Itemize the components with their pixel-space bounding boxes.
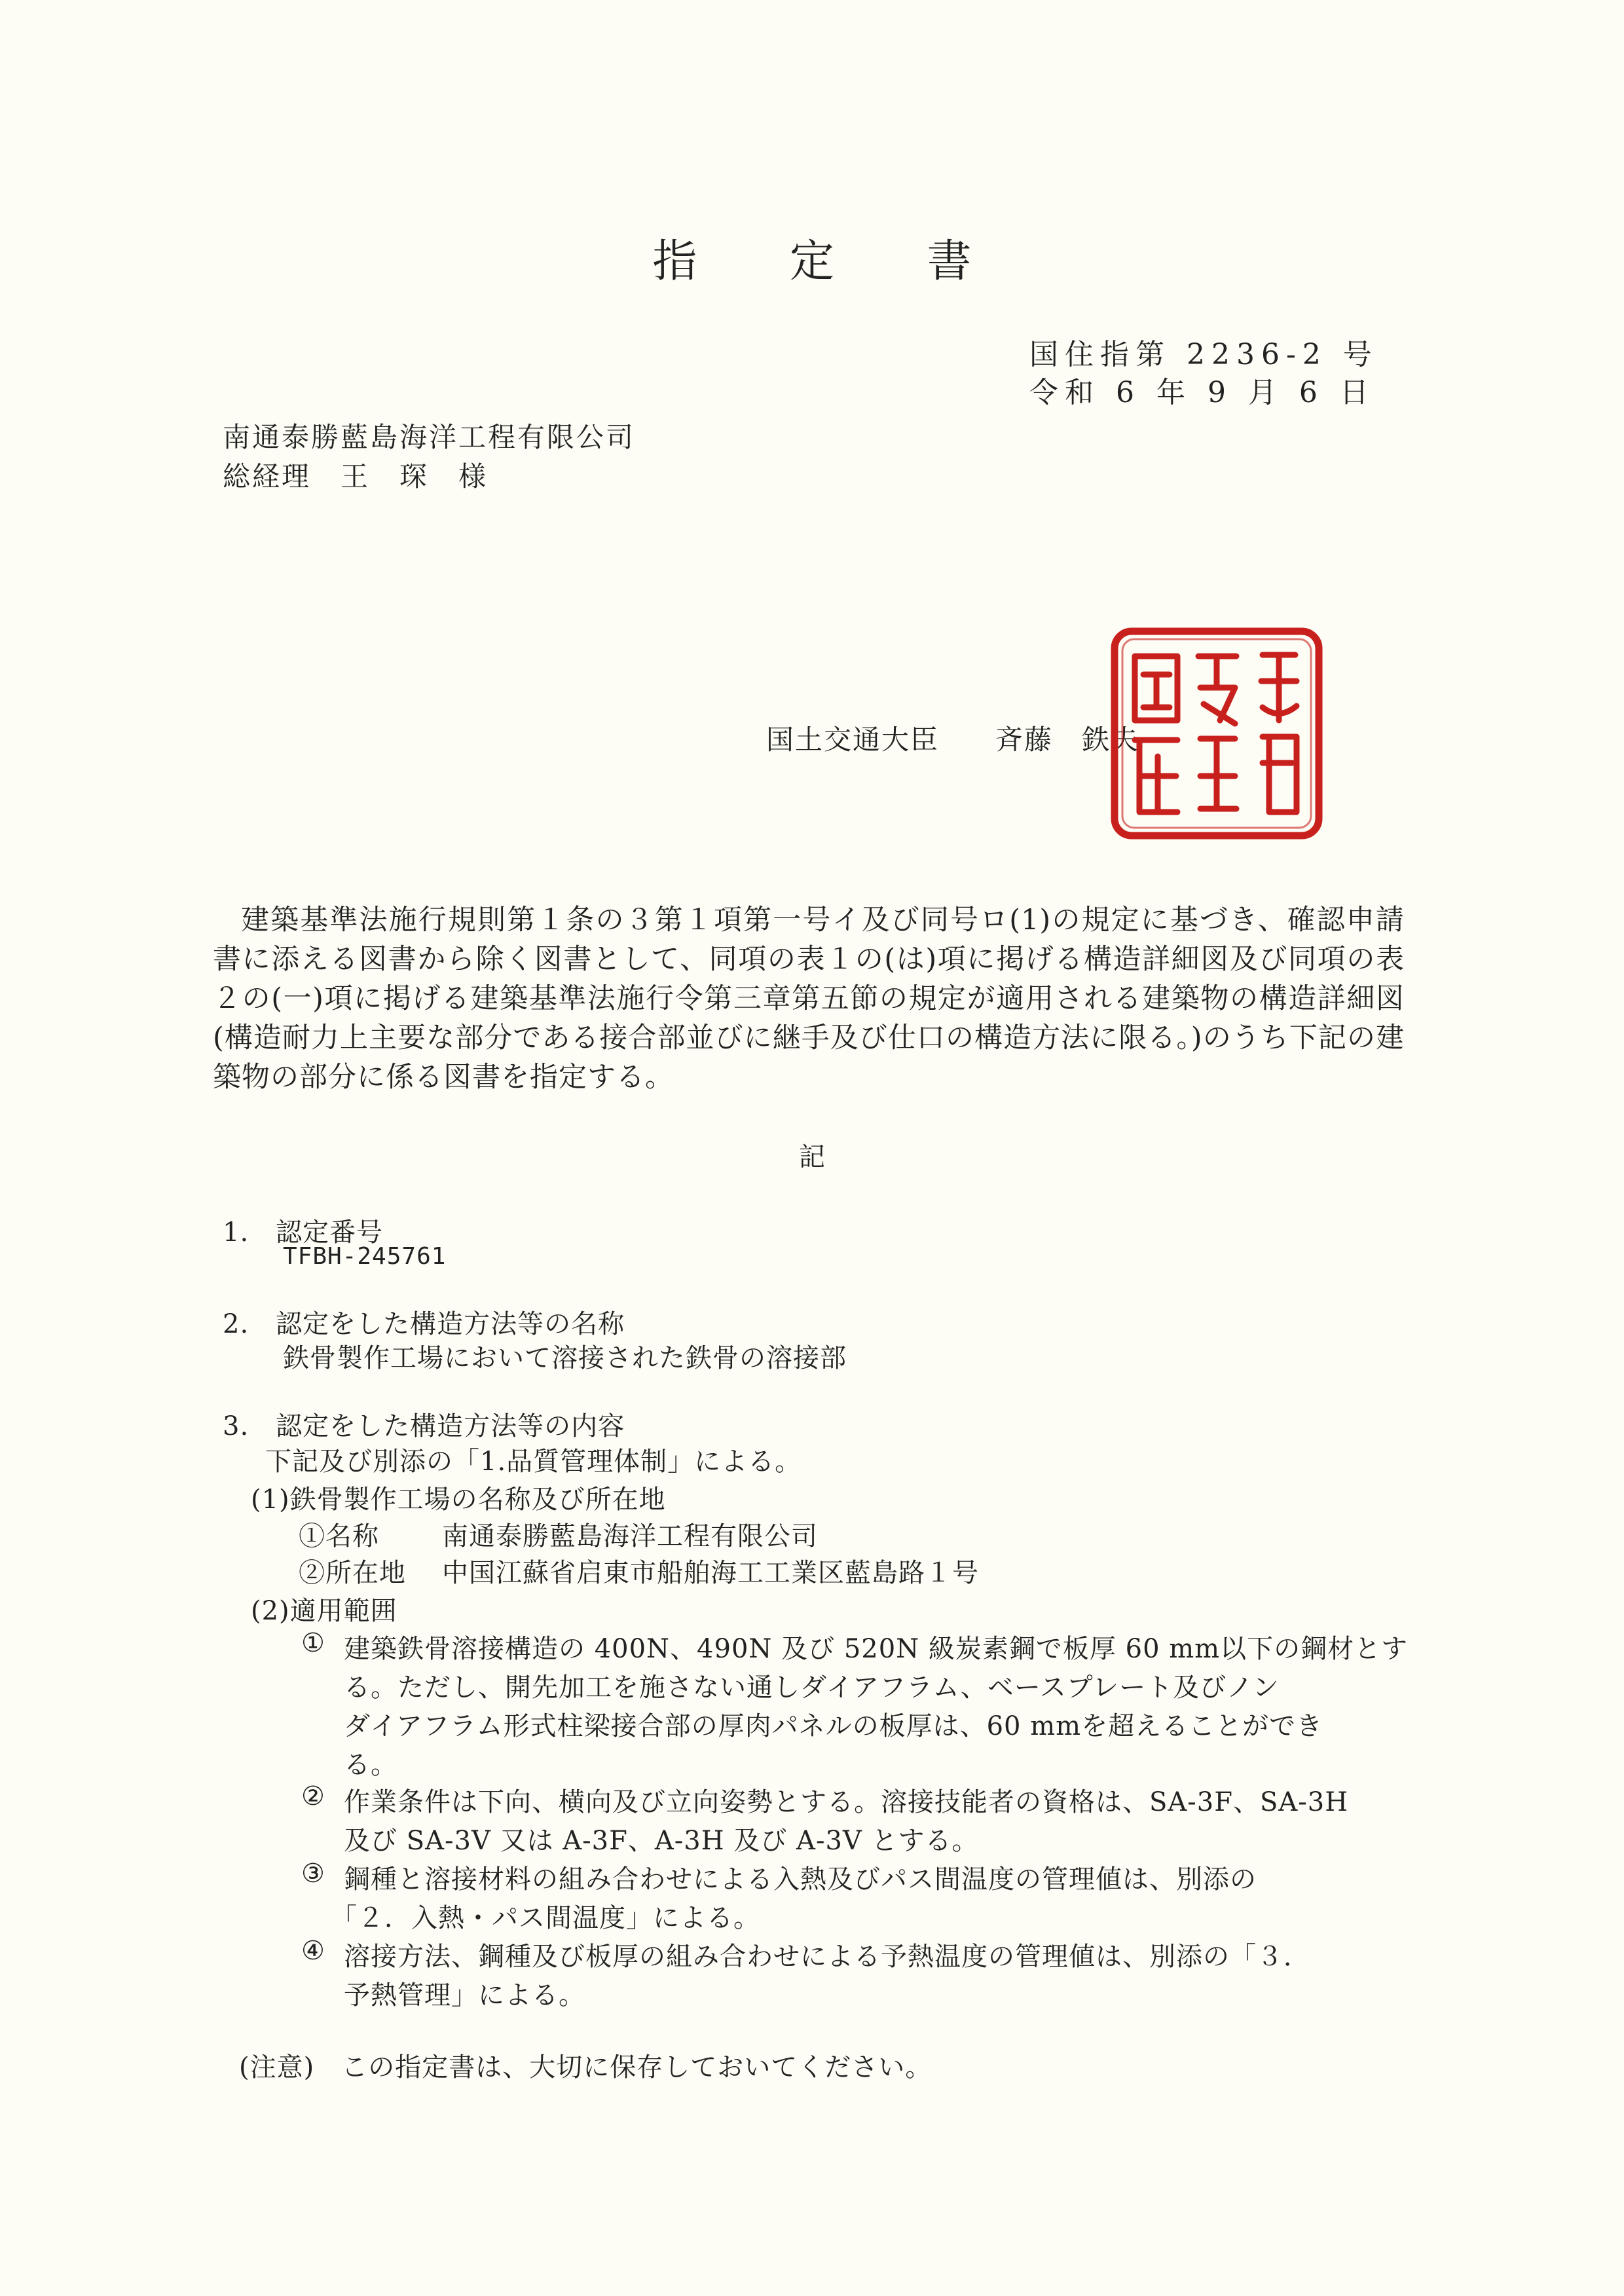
factory-location-value: 中国江蘇省启東市船舶海工工業区藍島路１号 xyxy=(442,1558,979,1588)
scope-4-line-2: 予熱管理」による。 xyxy=(344,1980,585,2010)
scope-4-mark: ④ xyxy=(301,1936,325,1966)
item-2-heading: 2. 認定をした構造方法等の名称 xyxy=(223,1309,625,1339)
item-1-heading: 1. 認定番号 xyxy=(223,1217,384,1248)
scope-2-line-2: 及び SA-3V 又は A-3F、A-3H 及び A-3V とする。 xyxy=(344,1826,979,1856)
document-title: 指 定 書 xyxy=(652,236,1011,287)
subsection-1-heading: (1)鉄骨製作工場の名称及び所在地 xyxy=(251,1485,666,1515)
item-3-value: 下記及び別添の「1.品質管理体制」による。 xyxy=(265,1447,802,1477)
scope-4-line-1: 溶接方法、鋼種及び板厚の組み合わせによる予熱温度の管理値は、別添の「３． xyxy=(344,1942,1310,1972)
scope-1-line-3: ダイアフラム形式柱梁接合部の厚肉パネルの板厚は、60 mmを超えることができ xyxy=(344,1711,1323,1741)
scope-2-line-1: 作業条件は下向、横向及び立向姿勢とする。溶接技能者の資格は、SA-3F、SA-3H xyxy=(344,1787,1349,1817)
scope-1-line-2: る。ただし、開先加工を施さない通しダイアフラム、ベースプレート及びノン xyxy=(344,1673,1280,1703)
scope-2-mark: ② xyxy=(301,1781,325,1811)
item-3-heading: 3. 認定をした構造方法等の内容 xyxy=(223,1411,625,1441)
subsection-2-heading: (2)適用範囲 xyxy=(251,1596,397,1626)
issuer-name: 斉藤 鉄夫 xyxy=(995,724,1140,756)
scope-3-line-2: 「２．入熱・パス間温度」による。 xyxy=(331,1903,760,1933)
notice-text: (注意) この指定書は、大切に保存しておいてください。 xyxy=(239,2052,932,2083)
body-text: 建築基準法施行規則第１条の３第１項第一号イ及び同号ロ(1)の規定に基づき、確認申請書に添える図書から除く図書として、同項の表１の(は)項に掲げる構造詳細図及び同項の表２の(一)項に掲げる建築基準法施行令第三章第五節の規定が適用される建築物の構造詳細図(構造耐力上主要な部分である接合部並びに継手及び仕口の構造方法に限る。)のうち下記の建築物の部分に係る図書を指定する。 xyxy=(213,904,1405,1094)
ki-heading: 記 xyxy=(799,1142,825,1172)
item-2-value: 鉄骨製作工場において溶接された鉄骨の溶接部 xyxy=(283,1343,847,1373)
factory-name-value: 南通泰勝藍島海洋工程有限公司 xyxy=(442,1521,818,1551)
scope-1-line-4: る。 xyxy=(344,1750,397,1780)
factory-location-label: ②所在地 xyxy=(299,1558,406,1588)
official-seal xyxy=(1105,622,1328,845)
scope-1-mark: ① xyxy=(301,1628,325,1658)
recipient-person: 総経理 王 琛 様 xyxy=(223,460,489,492)
scope-3-line-1: 鋼種と溶接材料の組み合わせによる入熱及びパス間温度の管理値は、別添の xyxy=(344,1864,1257,1895)
document-number: 国住指第 2236-2 号 xyxy=(1029,338,1378,371)
scope-3-mark: ③ xyxy=(301,1859,325,1889)
recipient-company: 南通泰勝藍島海洋工程有限公司 xyxy=(223,421,636,453)
scope-1-line-1: 建築鉄骨溶接構造の 400N、490N 及び 520N 級炭素鋼で板厚 60 mm以下の鋼材とす xyxy=(344,1634,1409,1664)
issuer-title: 国土交通大臣 xyxy=(766,724,940,756)
body-paragraph xyxy=(213,900,1405,1097)
factory-name-label: ①名称 xyxy=(299,1521,379,1551)
document-date: 令和 6 年 9 月 6 日 xyxy=(1029,376,1375,409)
item-1-value: TFBH-245761 xyxy=(283,1243,447,1270)
